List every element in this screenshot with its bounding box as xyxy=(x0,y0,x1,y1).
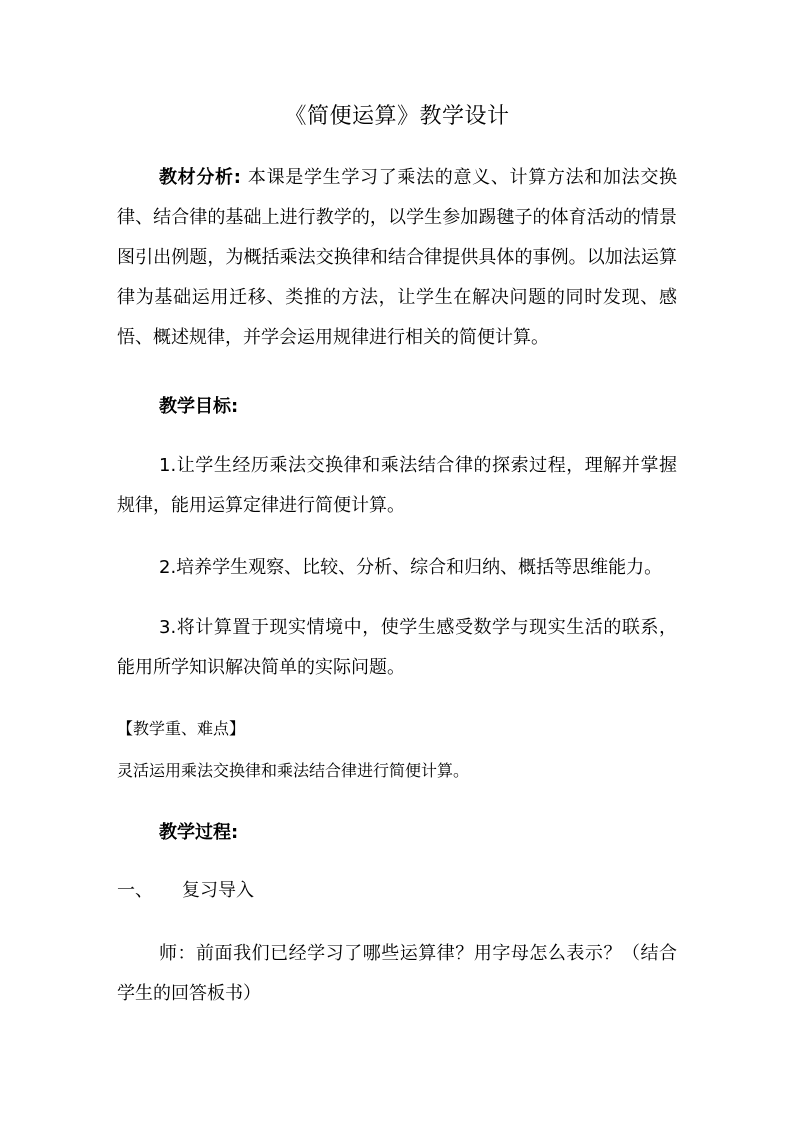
analysis-text: 本课是学生学习了乘法的意义、计算方法和加法交换律、结合律的基础上进行教学的，以学生参加踢毽子的体育活动的情景图引出例题，为概括乘法交换律和结合律提供具体的事例。以加法运算律为基础运用迁移、类推的方法，让学生在解决问题的同时发现、感悟、概述规律，并学会运用规律进行相关的简便计算。 xyxy=(117,167,678,348)
analysis-colon: : xyxy=(233,167,248,188)
key-points-heading: 【教学重、难点】 xyxy=(117,719,246,738)
section-one-title: 复习导入 xyxy=(182,880,254,901)
goal-item-3: 3.将计算置于现实情境中，使学生感受数学与现实生活的联系，能用所学知识解决简单的实际问题。 xyxy=(117,617,677,678)
document-title: 《简便运算》教学设计 xyxy=(284,104,510,129)
goals-heading: 教学目标: xyxy=(159,396,239,417)
process-heading: 教学过程: xyxy=(159,822,239,843)
goal-item-2: 2.培养学生观察、比较、分析、综合和归纳、概括等思维能力。 xyxy=(159,557,663,578)
section-one-number: 一、 xyxy=(117,880,153,901)
key-points-text: 灵活运用乘法交换律和乘法结合律进行简便计算。 xyxy=(117,761,470,780)
teacher-question-paragraph: 师：前面我们已经学习了哪些运算律？用字母怎么表示？（结合学生的回答板书） xyxy=(117,943,677,1004)
section-one-heading xyxy=(117,876,254,906)
goal-item-1: 1.让学生经历乘法交换律和乘法结合律的探索过程，理解并掌握规律，能用运算定律进行简便计算。 xyxy=(117,455,677,516)
analysis-label: 教材分析 xyxy=(159,167,234,188)
textbook-analysis-paragraph xyxy=(117,158,677,358)
